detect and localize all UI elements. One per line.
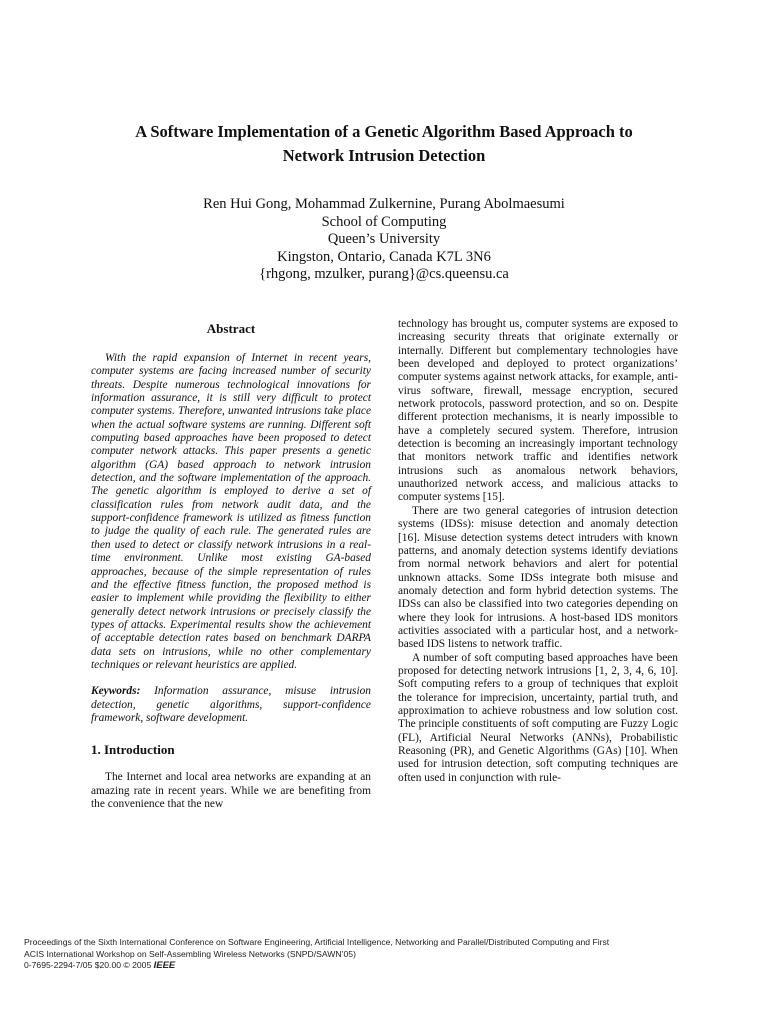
keywords [91, 685, 371, 725]
intro-paragraph-2: There are two general categories of intrusion detection systems (IDSs): misuse detection and anomaly detection [16]. Misuse detection systems detect intruders with known patterns, and anomaly detection systems identify deviations from normal network behaviors and alert for potential unknown attacks. Some IDSs integrate both misuse and anomaly detection and form hybrid detection systems. The IDSs can also be classified into two categories depending on where they look for intrusions. A host-based IDS monitors activities associated with a particular host, and a network-based IDS listens to network traffic. [398, 504, 678, 651]
author-block [100, 196, 668, 284]
abstract-heading: Abstract [206, 321, 256, 336]
ieee-logo: IEEE [153, 960, 176, 971]
footer-line-3 [24, 960, 744, 972]
proceedings-footer [24, 937, 744, 972]
left-column [91, 318, 371, 811]
author-names: Ren Hui Gong, Mohammad Zulkernine, Purang Abolmaesumi [203, 196, 565, 212]
intro-paragraph-1-continued: technology has brought us, computer systems are exposed to increasing security threats that originate externally or internally. Different but complementary technologies have been developed and deployed to protect organizations’ computer systems against network attacks, for example, anti-virus software, firewall, message encryption, secured network protocols, password protection, and so on. Despite different protection mechanisms, it is nearly impossible to have a completely secured system. Therefore, intrusion detection is becoming an increasingly important technology that monitors network traffic and identifies network intrusions such as anomalous network behaviors, unauthorized network access, and malicious attacks to computer systems [15]. [398, 318, 678, 504]
author-university: Queen’s University [327, 231, 441, 247]
paper-title [60, 120, 708, 168]
author-emails: {rhgong, mzulker, purang}@cs.queensu.ca [259, 266, 509, 282]
keywords-label: Keywords: [91, 685, 141, 698]
footer-copyright: 0-7695-2294-7/05 $20.00 © 2005 [24, 960, 154, 970]
right-column [398, 318, 678, 785]
author-department: School of Computing [321, 213, 447, 230]
title-line-2: Network Intrusion Detection [282, 146, 486, 165]
author-address: Kingston, Ontario, Canada K7L 3N6 [277, 248, 491, 265]
intro-paragraph-3: A number of soft computing based approaches have been proposed for detecting network intrusions [1, 2, 3, 4, 6, 10]. Soft computing refers to a group of techniques that exploit the tolerance for imprecision, uncertainty, partial truth, and approximation to achieve robustness and low solution cost. The principle constituents of soft computing are Fuzzy Logic (FL), Artificial Neural Networks (ANNs), Probabilistic Reasoning (PR), and Genetic Algorithms (GAs) [10]. When used for intrusion detection, soft computing techniques are often used in conjunction with rule- [398, 651, 678, 784]
title-line-1: A Software Implementation of a Genetic Algorithm Based Approach to [135, 122, 633, 141]
footer-line-2: ACIS International Workshop on Self-Assembling Wireless Networks (SNPD/SAWN’05) [24, 948, 356, 959]
footer-line-1: Proceedings of the Sixth International Conference on Software Engineering, Artificial Intelligence, Networking and Parallel/Distributed Computing and First [24, 937, 610, 947]
abstract-text: With the rapid expansion of Internet in recent years, computer systems are facing increased number of security threats. Despite numerous technological innovations for information assurance, it is still very difficult to protect computer systems. Therefore, unwanted intrusions take place when the actual software systems are running. Different soft computing based approaches have been proposed to detect computer network attacks. This paper presents a genetic algorithm (GA) based approach to network intrusion detection, and the software implementation of the approach. The genetic algorithm is employed to derive a set of classification rules from network audit data, and the support-confidence framework is utilized as fitness function to judge the quality of each rule. The generated rules are then used to detect or classify network intrusions in a real-time environment. Unlike most existing GA-based approaches, because of the simple representation of rules and the effective fitness function, the proposed method is easier to implement while providing the flexibility to either generally detect network intrusions or precisely classify the types of attacks. Experimental results show the achievement of acceptable detection rates based on benchmark DARPA data sets on intrusions, while no other complementary techniques or relevant heuristics are applied. [91, 352, 371, 671]
intro-paragraph-1: The Internet and local area networks are expanding at an amazing rate in recent years. While we are benefiting from the convenience that the new [91, 771, 371, 810]
keywords-text: Information assurance, misuse intrusion detection, genetic algorithms, support-confidence framework, software development. [91, 685, 371, 724]
introduction-heading: 1. Introduction [91, 742, 175, 758]
